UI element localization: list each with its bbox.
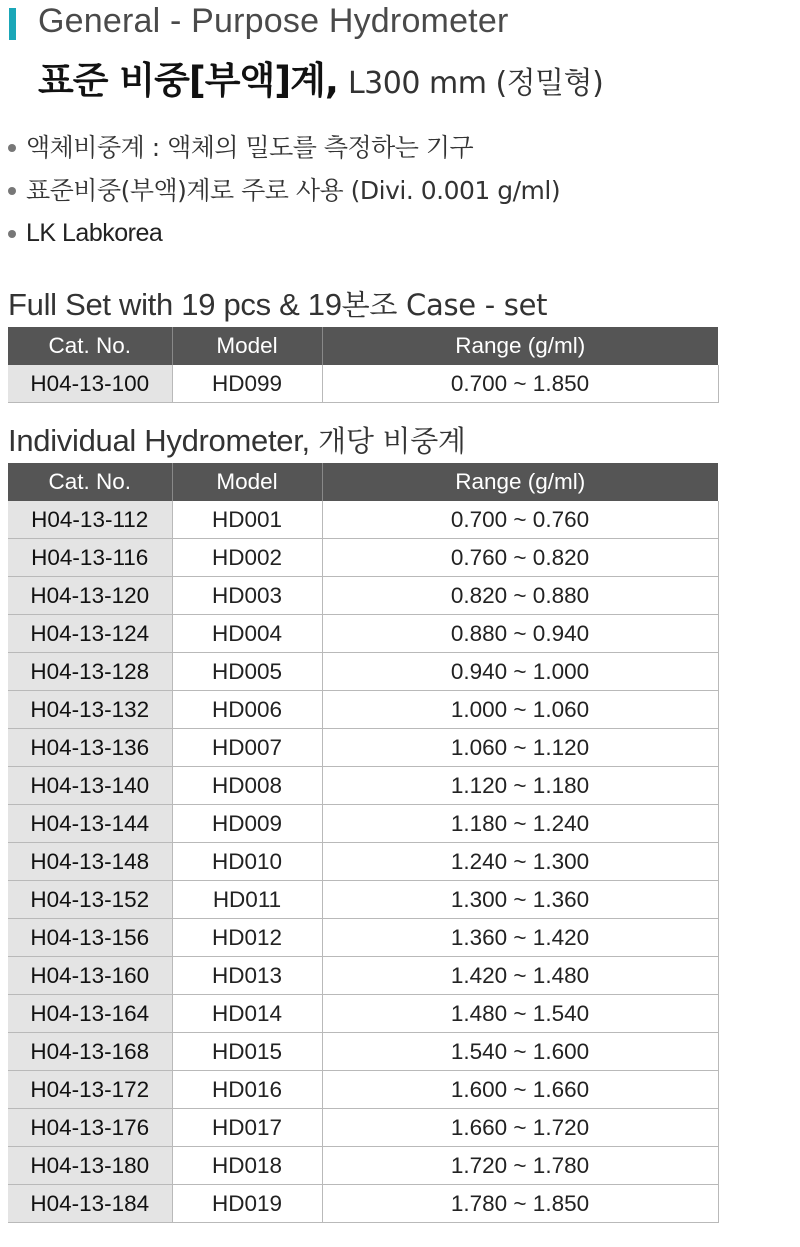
table-row (8, 691, 718, 729)
cat-no-cell: H04-13-180 (8, 1147, 172, 1185)
model-cell: HD099 (172, 365, 322, 403)
range-cell: 1.120 ~ 1.180 (322, 767, 718, 805)
model-cell: HD019 (172, 1185, 322, 1223)
table-row (8, 1071, 718, 1109)
table-row (8, 1109, 718, 1147)
table-row (8, 1185, 718, 1223)
cat-no-cell: H04-13-136 (8, 729, 172, 767)
title-english: General - Purpose Hydrometer (38, 2, 509, 40)
table-row (8, 995, 718, 1033)
table-row (8, 1033, 718, 1071)
cat-no-cell: H04-13-132 (8, 691, 172, 729)
column-header-cat: Cat. No. (8, 463, 172, 501)
model-cell: HD009 (172, 805, 322, 843)
model-cell: HD018 (172, 1147, 322, 1185)
range-cell: 1.480 ~ 1.540 (322, 995, 718, 1033)
model-cell: HD001 (172, 501, 322, 539)
model-cell: HD002 (172, 539, 322, 577)
feature-list (8, 126, 560, 255)
cat-no-cell: H04-13-172 (8, 1071, 172, 1109)
cat-no-cell: H04-13-156 (8, 919, 172, 957)
model-cell: HD016 (172, 1071, 322, 1109)
set-table (8, 327, 719, 403)
range-cell: 1.420 ~ 1.480 (322, 957, 718, 995)
feature-item-brand: LK Labkorea (8, 212, 560, 255)
cat-no-cell: H04-13-152 (8, 881, 172, 919)
individual-section-title: Individual Hydrometer, 개당 비중계 (8, 423, 466, 458)
range-cell: 1.240 ~ 1.300 (322, 843, 718, 881)
range-cell: 1.360 ~ 1.420 (322, 919, 718, 957)
model-cell: HD006 (172, 691, 322, 729)
cat-no-cell: H04-13-176 (8, 1109, 172, 1147)
title-korean-sub: L300 mm (정밀형) (347, 66, 604, 101)
cat-no-cell: H04-13-164 (8, 995, 172, 1033)
model-cell: HD012 (172, 919, 322, 957)
range-cell: 0.700 ~ 0.760 (322, 501, 718, 539)
table-row (8, 577, 718, 615)
range-cell: 0.820 ~ 0.880 (322, 577, 718, 615)
table-row (8, 729, 718, 767)
range-cell: 1.540 ~ 1.600 (322, 1033, 718, 1071)
column-header-model: Model (172, 463, 322, 501)
cat-no-cell: H04-13-120 (8, 577, 172, 615)
range-cell: 1.660 ~ 1.720 (322, 1109, 718, 1147)
bullet-dot-icon (8, 187, 16, 195)
bullet-dot-icon (8, 230, 16, 238)
cat-no-cell: H04-13-112 (8, 501, 172, 539)
table-row (8, 365, 718, 403)
bullet-dot-icon (8, 144, 16, 152)
table-row (8, 1147, 718, 1185)
column-header-range: Range (g/ml) (322, 463, 718, 501)
table-row (8, 881, 718, 919)
model-cell: HD013 (172, 957, 322, 995)
title-korean (38, 50, 603, 104)
table-row (8, 539, 718, 577)
table-row (8, 501, 718, 539)
model-cell: HD005 (172, 653, 322, 691)
table-row (8, 919, 718, 957)
range-cell: 1.060 ~ 1.120 (322, 729, 718, 767)
model-cell: HD007 (172, 729, 322, 767)
accent-bar (9, 8, 16, 40)
table-row (8, 957, 718, 995)
model-cell: HD014 (172, 995, 322, 1033)
column-header-cat: Cat. No. (8, 327, 172, 365)
cat-no-cell: H04-13-148 (8, 843, 172, 881)
range-cell: 0.940 ~ 1.000 (322, 653, 718, 691)
range-cell: 0.700 ~ 1.850 (322, 365, 718, 403)
individual-table (8, 463, 719, 1223)
range-cell: 1.000 ~ 1.060 (322, 691, 718, 729)
feature-item: 표준비중(부액)계로 주로 사용 (Divi. 0.001 g/ml) (8, 169, 560, 212)
range-cell: 1.180 ~ 1.240 (322, 805, 718, 843)
cat-no-cell: H04-13-140 (8, 767, 172, 805)
cat-no-cell: H04-13-100 (8, 365, 172, 403)
column-header-model: Model (172, 327, 322, 365)
cat-no-cell: H04-13-144 (8, 805, 172, 843)
feature-item: 액체비중계 : 액체의 밀도를 측정하는 기구 (8, 126, 560, 169)
range-cell: 0.880 ~ 0.940 (322, 615, 718, 653)
table-row (8, 767, 718, 805)
set-section-title: Full Set with 19 pcs & 19본조 Case - set (8, 287, 548, 322)
cat-no-cell: H04-13-160 (8, 957, 172, 995)
title-korean-main: 표준 비중[부액]계, (38, 59, 338, 102)
cat-no-cell: H04-13-116 (8, 539, 172, 577)
range-cell: 0.760 ~ 0.820 (322, 539, 718, 577)
cat-no-cell: H04-13-168 (8, 1033, 172, 1071)
range-cell: 1.780 ~ 1.850 (322, 1185, 718, 1223)
model-cell: HD011 (172, 881, 322, 919)
table-row (8, 615, 718, 653)
cat-no-cell: H04-13-184 (8, 1185, 172, 1223)
model-cell: HD010 (172, 843, 322, 881)
table-row (8, 653, 718, 691)
table-header-row (8, 327, 718, 365)
table-row (8, 843, 718, 881)
range-cell: 1.600 ~ 1.660 (322, 1071, 718, 1109)
range-cell: 1.300 ~ 1.360 (322, 881, 718, 919)
model-cell: HD008 (172, 767, 322, 805)
range-cell: 1.720 ~ 1.780 (322, 1147, 718, 1185)
model-cell: HD004 (172, 615, 322, 653)
model-cell: HD017 (172, 1109, 322, 1147)
model-cell: HD003 (172, 577, 322, 615)
model-cell: HD015 (172, 1033, 322, 1071)
column-header-range: Range (g/ml) (322, 327, 718, 365)
cat-no-cell: H04-13-128 (8, 653, 172, 691)
table-header-row (8, 463, 718, 501)
table-row (8, 805, 718, 843)
cat-no-cell: H04-13-124 (8, 615, 172, 653)
